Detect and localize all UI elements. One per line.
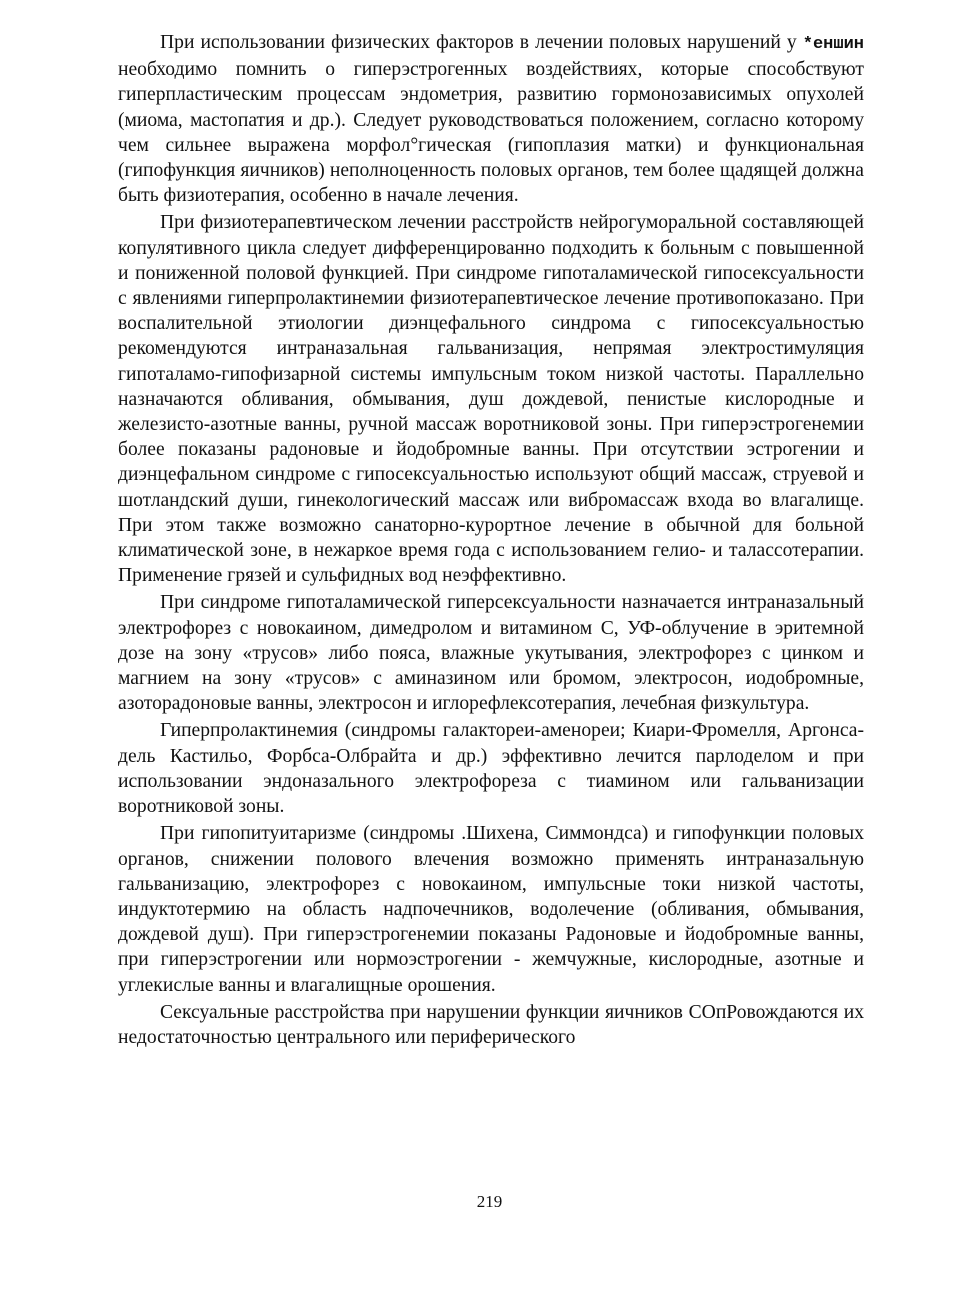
paragraph-1-emphasis: *еншин bbox=[802, 35, 864, 54]
paragraph-1-text: необходимо помнить о гиперэстрогенных воздействиях, которые способствуют гиперпластическим процессам эндометрия, развитию гормонозависимых опухолей (миома, мастопатия и др.). Следует руководствоваться положением, согласно которому чем сильнее выражена морфол°гическая (гипоплазия матки) и функциональная (гипофункция яичников) неполноценность половых органов, тем более щадящей должна быть физиотерапия, особенно в начале лечения. bbox=[118, 59, 864, 207]
paragraph-1 bbox=[118, 30, 864, 208]
paragraph-2: При физиотерапевтическом лечении расстройств нейрогуморальной составляющей копулятивного цикла следует дифференцированно подходить к больным с повышенной и пониженной половой функцией. При синдроме гипоталамической гипосексуальности с явлениями гиперпролактинемии физиотерапевтическое лечение противопоказано. При воспалительной этиологии диэнцефального синдрома с гипосексуальностью рекомендуются интраназальная гальванизация, непрямая электростимуляция гипоталамо-гипофизарной системы импульсным током низкой частоты. Параллельно назначаются обливания, обмывания, душ дождевой, пенистые кислородные и железисто-азотные ванны, ручной массаж воротниковой зоны. При гиперэстрогенемии более показаны радоновые и йодобромные ванны. При отсутствии эстрогении и диэнцефальном синдроме с гипосексуальностью используют общий массаж, струевой и шотландский души, гинекологический массаж или вибромассаж входа во влагалище. При этом также возможно санаторно-курортное лечение в обычной для больной климатической зоне, в нежаркое время года с использованием гелио- и талассотерапии. Применение грязей и сульфидных вод неэффективно. bbox=[118, 212, 864, 587]
paragraph-4: Гиперпролактинемия (синдромы галактореи-аменореи; Киари-Фромелля, Аргонса-дель Кастильо, Форбса-Олбрайта и др.) эффективно лечится парлоделом и при использовании эндоназального электрофореза с тиамином или гальванизации воротниковой зоны. bbox=[118, 720, 864, 818]
paragraph-3: При синдроме гипоталамической гиперсексуальности назначается интраназальный электрофорез с новокаином, димедролом и витамином С, УФ-облучение в эритемной дозе на зону «трусов» либо пояса, влажные укутывания, электрофорез с цинком и магнием на зону «трусов» с аминазином или бромом, электросон, иодобромные, азоторадоновые ванны, электросон и иглорефлексотерапия, лечебная физкультура. bbox=[118, 592, 864, 715]
paragraph-1-lead: При использовании физических факторов в лечении половых нарушений у bbox=[160, 32, 803, 53]
paragraph-6: Сексуальные расстройства при нарушении функции яичников СОпРовождаются их недостаточностью центрального или периферического bbox=[118, 1001, 864, 1048]
document-body bbox=[118, 30, 864, 1050]
page-number: 219 bbox=[476, 1192, 503, 1211]
paragraph-5: При гипопитуитаризме (синдромы .Шихена, Симмондса) и гипофункции половых органов, снижении полового влечения возможно применять интраназальную гальванизацию, электрофорез с новокаином, импульсные токи низкой частоты, индуктотермию на область надпочечников, водолечение (обливания, обмывания, дождевой душ). При гиперэстрогенемии показаны Радоновые и йодобромные ванны, при гиперэстрогении или нормоэстрогении - жемчужные, кислородные, азотные и углекислые ванны и влагалищные орошения. bbox=[118, 823, 864, 996]
